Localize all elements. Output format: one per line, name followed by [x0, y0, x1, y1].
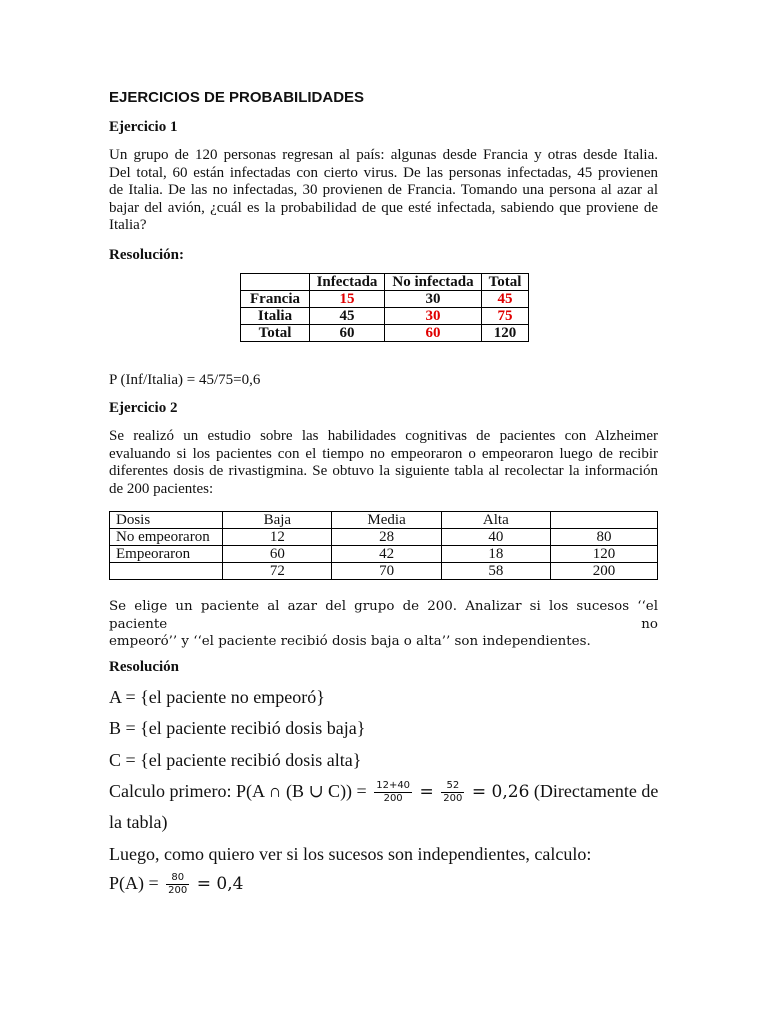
exercise-2-statement [109, 428, 658, 498]
table-cell [550, 512, 657, 529]
text-line: de 200 pacientes: [109, 480, 214, 497]
document-title: EJERCICIOS DE PROBABILIDADES [109, 89, 365, 106]
table-cell: 15 [310, 291, 385, 308]
fraction [374, 780, 412, 805]
table-cell: Dosis [110, 512, 223, 529]
table-cell: 30 [385, 308, 482, 325]
table-cell: 58 [441, 563, 550, 580]
infection-table [240, 273, 529, 342]
table-cell: 75 [482, 308, 529, 325]
text-line: Se elige un paciente al azar del grupo de 200. Analizar si los sucesos ‘‘el paciente no [109, 599, 658, 632]
table-cell: 12 [223, 529, 332, 546]
table-cell: 60 [385, 325, 482, 342]
table-cell: 42 [332, 546, 441, 563]
fraction [166, 872, 189, 897]
event-a-definition: A = {el paciente no empeoró} [109, 687, 325, 707]
table-cell [110, 563, 223, 580]
event-c-definition: C = {el paciente recibió dosis alta} [109, 750, 362, 770]
probability-result: P (Inf/Italia) = 45/75=0,6 [109, 372, 261, 388]
table-cell: Francia [241, 291, 310, 308]
fraction-numerator: 52 [441, 780, 464, 793]
dosis-table [109, 511, 658, 580]
probability-a-line [109, 872, 243, 897]
calculation-line [109, 780, 658, 805]
table-row [241, 308, 529, 325]
calc-result: = 0,26 [471, 782, 530, 802]
table-row [241, 325, 529, 342]
table-cell: Empeoraron [110, 546, 223, 563]
table-cell: 30 [385, 291, 482, 308]
table-row [110, 529, 658, 546]
table-cell: 40 [441, 529, 550, 546]
text-line: evaluando si los pacientes con el tiempo no empeoraron o empeoraron luego de recibir [109, 445, 658, 462]
table-cell: 120 [482, 325, 529, 342]
independence-question [109, 598, 658, 651]
fraction-denominator: 200 [383, 793, 403, 805]
text-line: Del total, 60 están infectadas con cierto virus. De las personas infectadas, 45 provienen [109, 164, 658, 181]
resolution-1-heading: Resolución: [109, 247, 184, 263]
fraction [441, 780, 464, 805]
text-line: Italia? [109, 217, 147, 233]
table-cell: Italia [241, 308, 310, 325]
calculation-line-continuation: la tabla) [109, 812, 168, 832]
table-cell: 45 [310, 308, 385, 325]
table-cell: No empeoraron [110, 529, 223, 546]
exercise-1-heading: Ejercicio 1 [109, 119, 178, 135]
table-cell: 60 [223, 546, 332, 563]
table-cell: 70 [332, 563, 441, 580]
equals-sign: = [419, 782, 434, 802]
text-line: diferentes dosis de rivastigmina. Se obtuvo la siguiente tabla al recolectar la información [109, 463, 658, 479]
text-line: Se realizó un estudio sobre las habilidades cognitivas de pacientes con Alzheimer [109, 428, 658, 444]
table-cell: Total [241, 325, 310, 342]
calc-prefix: Calculo primero: P(A ∩ (B ∪ C)) = [109, 781, 367, 801]
table-cell: Alta [441, 512, 550, 529]
text-line: de Italia. De las no infectadas, 30 provienen de Francia. Tomando una persona al azar al [109, 182, 658, 198]
fraction-denominator: 200 [443, 793, 463, 805]
exercise-2-heading: Ejercicio 2 [109, 400, 178, 416]
fraction-denominator: 200 [168, 885, 188, 897]
table-cell: Media [332, 512, 441, 529]
exercise-1-statement [109, 147, 658, 235]
table-header-row [110, 512, 658, 529]
resolution-2-heading: Resolución [109, 659, 180, 675]
table-cell: 120 [550, 546, 657, 563]
table-row [241, 291, 529, 308]
table-cell: Baja [223, 512, 332, 529]
table-cell: 18 [441, 546, 550, 563]
table-cell: 60 [310, 325, 385, 342]
event-b-definition: B = {el paciente recibió dosis baja} [109, 718, 366, 738]
text-line: Un grupo de 120 personas regresan al país: algunas desde Francia y otras desde Italia. [109, 147, 658, 163]
table-cell: Total [482, 274, 529, 291]
table-cell: 28 [332, 529, 441, 546]
table-cell: 45 [482, 291, 529, 308]
table-row [110, 563, 658, 580]
text-line: bajar del avión, ¿cuál es la probabilidad de que esté infectada, sabiendo que proviene de [109, 199, 658, 216]
calc-suffix: (Directamente de [529, 781, 659, 801]
table-cell: No infectada [385, 274, 482, 291]
table-cell [241, 274, 310, 291]
text-line: empeoró’’ y ‘‘el paciente recibió dosis baja o alta’’ son independientes. [109, 634, 591, 649]
fraction-numerator: 80 [166, 872, 189, 885]
table-header-row [241, 274, 529, 291]
calc-prefix: P(A) = [109, 873, 159, 893]
table-cell: 200 [550, 563, 657, 580]
calc-result: = 0,4 [196, 874, 244, 894]
independence-statement: Luego, como quiero ver si los sucesos son independientes, calculo: [109, 844, 592, 864]
table-row [110, 546, 658, 563]
table-cell: 72 [223, 563, 332, 580]
fraction-numerator: 12+40 [376, 780, 411, 792]
table-cell: 80 [550, 529, 657, 546]
table-cell: Infectada [310, 274, 385, 291]
